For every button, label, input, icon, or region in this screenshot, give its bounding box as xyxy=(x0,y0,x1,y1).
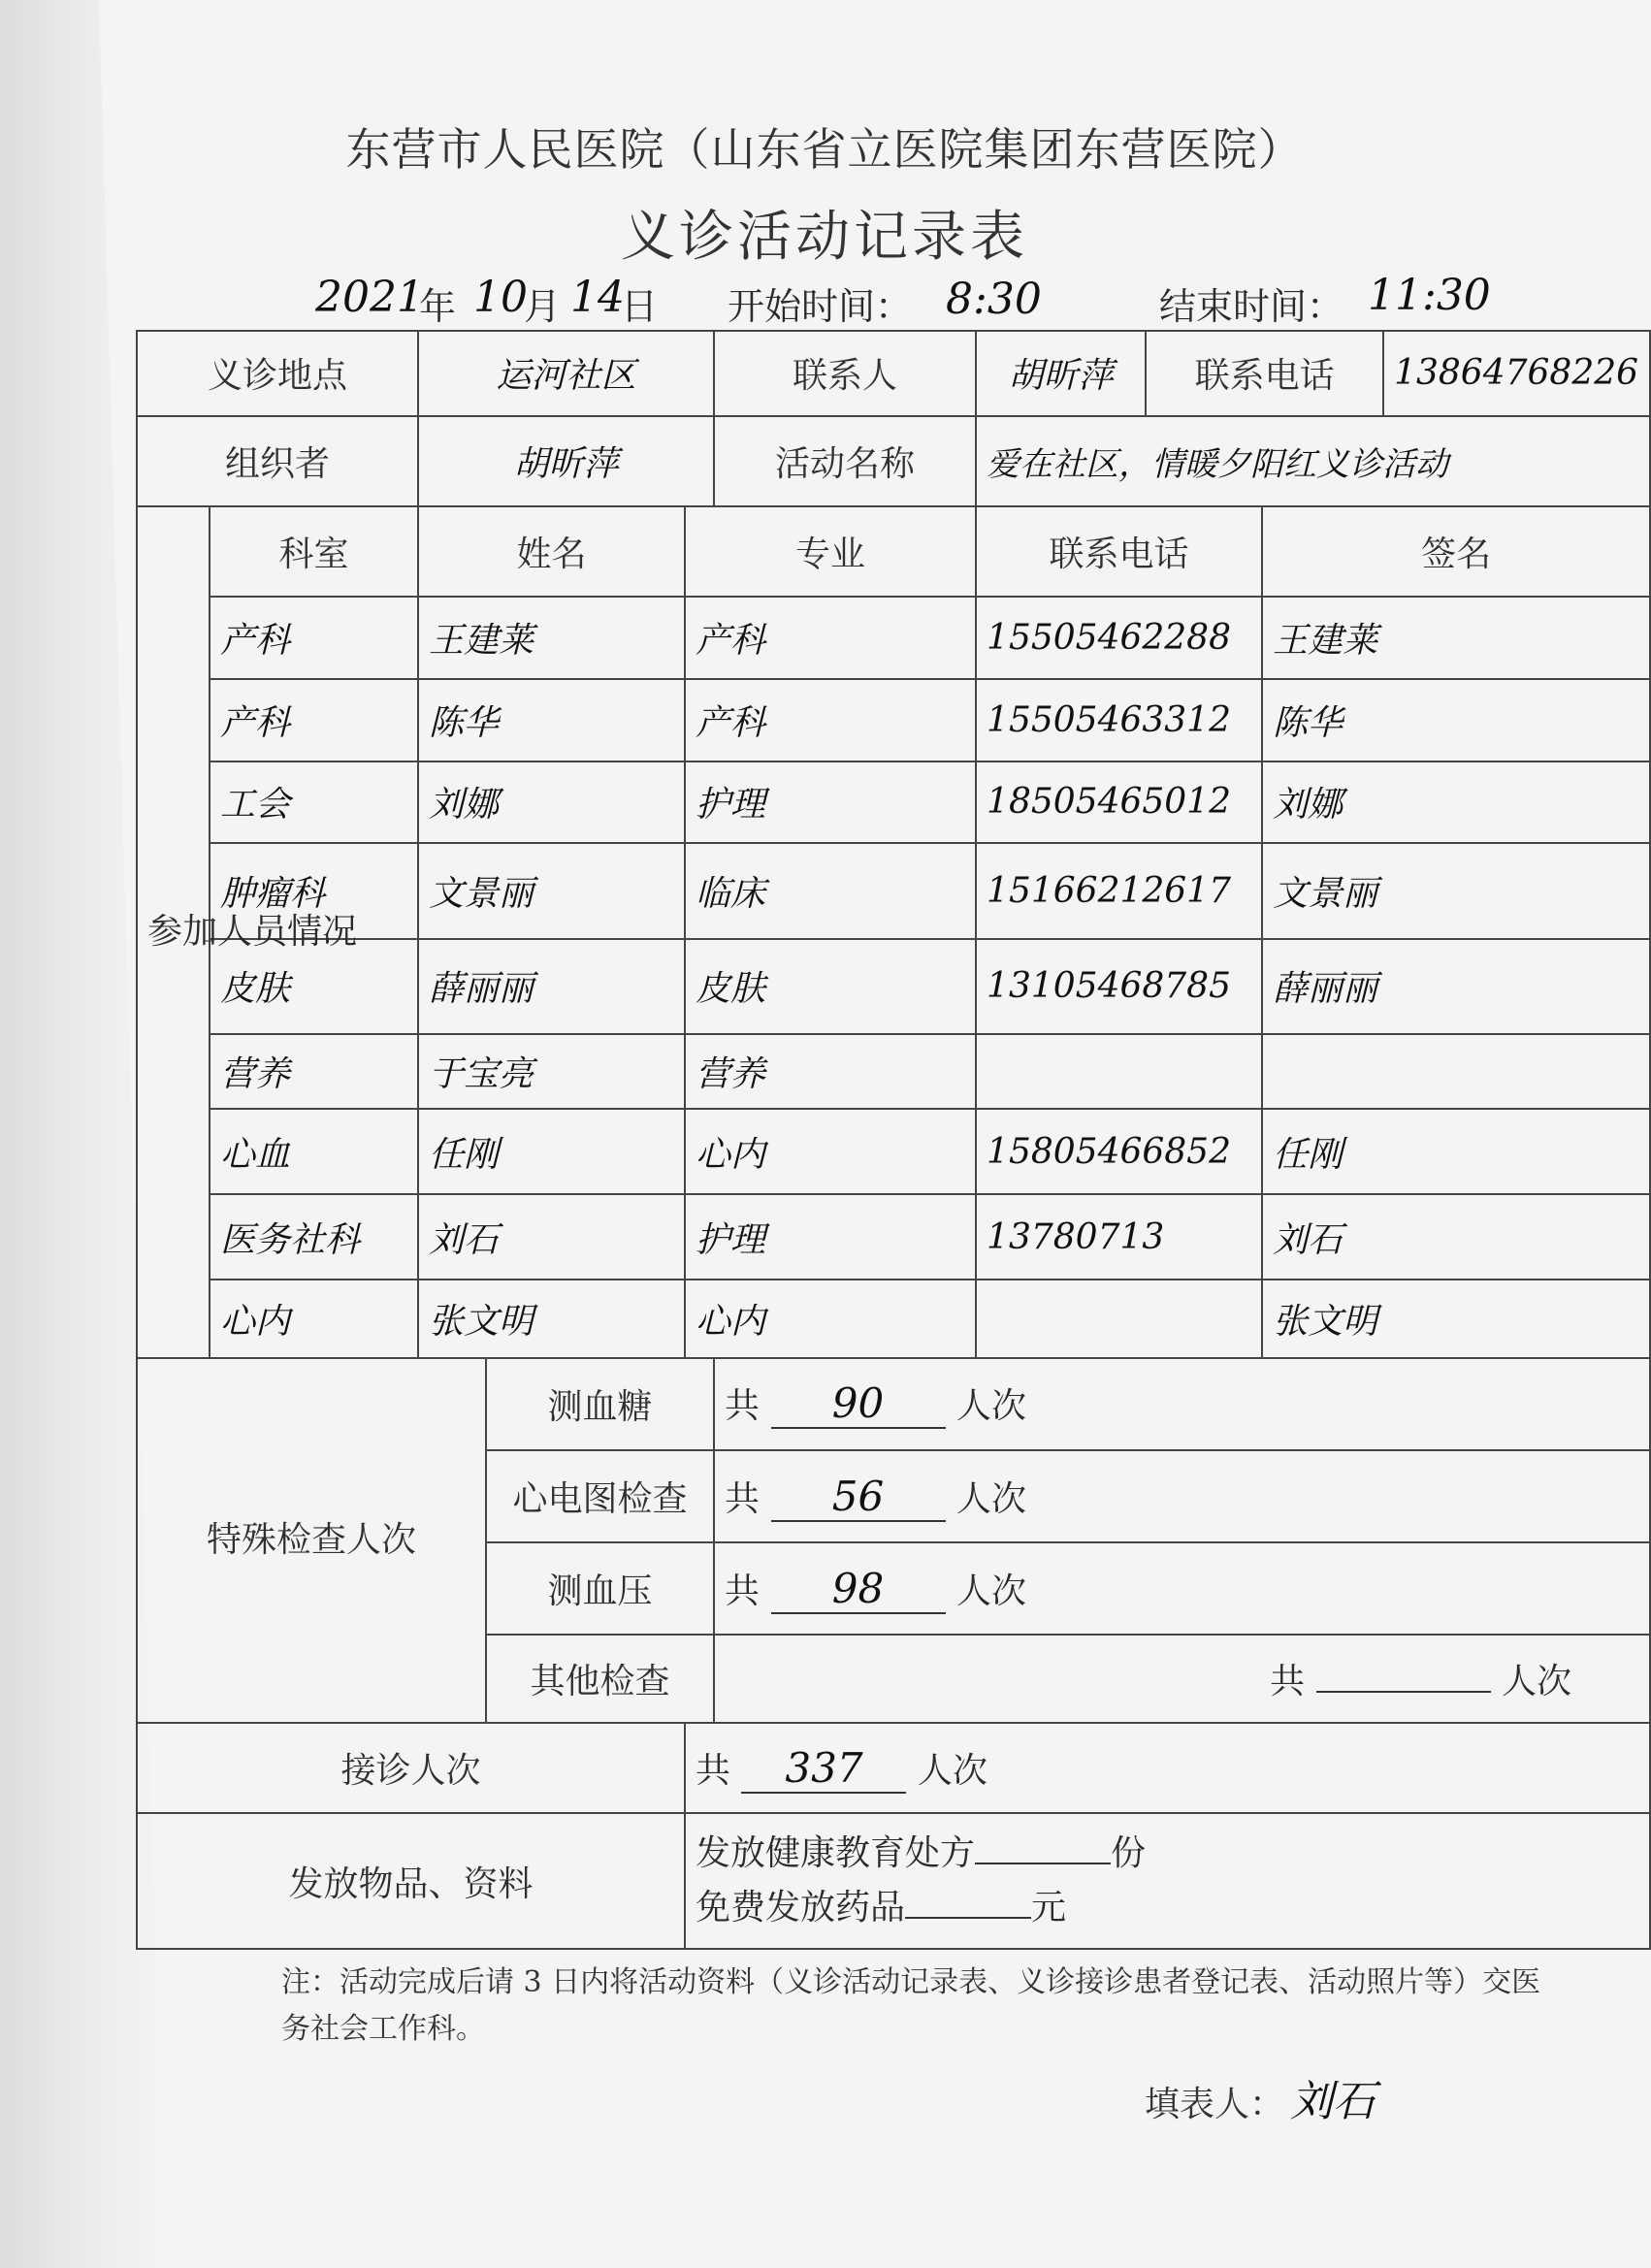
participant-name: 于宝亮 xyxy=(418,1034,685,1110)
participant-phone: 13780713 xyxy=(976,1194,1262,1280)
exam-unit: 人次 xyxy=(955,1571,1026,1611)
exam-unit: 人次 xyxy=(1502,1662,1572,1702)
participant-name: 任刚 xyxy=(418,1109,685,1194)
participant-signature: 张文明 xyxy=(1262,1280,1650,1358)
filler-signature: 刘石 xyxy=(1290,2077,1376,2126)
exam-unit: 人次 xyxy=(955,1478,1026,1519)
prescriptions-label: 发放健康教育处方 xyxy=(696,1833,976,1874)
participant-signature: 刘石 xyxy=(1262,1194,1650,1280)
visits-count: 337 xyxy=(741,1744,906,1794)
participant-specialty: 产科 xyxy=(685,679,976,761)
hospital-name: 东营市人民医院（山东省立医院集团东营医院） xyxy=(345,123,1304,176)
participant-specialty: 护理 xyxy=(685,761,976,844)
location-value: 运河社区 xyxy=(418,331,714,416)
participant-phone: 15505463312 xyxy=(976,679,1262,761)
exam-count-bp-cell xyxy=(714,1542,1650,1635)
col-header-phone: 联系电话 xyxy=(976,506,1262,597)
participant-dept: 产科 xyxy=(210,679,418,761)
participant-row xyxy=(137,939,1650,1034)
visits-label: 接诊人次 xyxy=(137,1723,685,1813)
participant-name: 薛丽丽 xyxy=(418,939,685,1034)
info-row-2 xyxy=(137,416,1650,506)
start-time-value: 8:30 xyxy=(946,275,1042,324)
participant-phone: 13105468785 xyxy=(976,939,1262,1034)
participant-dept: 皮肤 xyxy=(210,939,418,1034)
participant-specialty: 皮肤 xyxy=(685,939,976,1034)
participant-specialty: 临床 xyxy=(685,843,976,938)
participant-row xyxy=(137,761,1650,844)
participant-signature: 刘娜 xyxy=(1262,761,1650,844)
participant-specialty: 心内 xyxy=(685,1280,976,1358)
end-time-value: 11:30 xyxy=(1368,271,1491,320)
col-header-specialty: 专业 xyxy=(685,506,976,597)
participant-dept: 工会 xyxy=(210,761,418,844)
exam-count-other-cell xyxy=(714,1635,1650,1723)
month-label: 月 xyxy=(524,285,562,328)
exam-count-glucose-cell xyxy=(714,1358,1650,1450)
visits-gong: 共 xyxy=(696,1750,731,1791)
participant-dept: 心内 xyxy=(210,1280,418,1358)
participant-phone: 18505465012 xyxy=(976,761,1262,844)
contact-value: 胡昕萍 xyxy=(976,331,1146,416)
participant-specialty: 心内 xyxy=(685,1109,976,1194)
form-title: 义诊活动记录表 xyxy=(621,206,1028,269)
participant-signature: 任刚 xyxy=(1262,1109,1650,1194)
participant-row xyxy=(137,1280,1650,1358)
participant-row xyxy=(137,1034,1650,1110)
participant-specialty: 营养 xyxy=(685,1034,976,1110)
participant-name: 刘石 xyxy=(418,1194,685,1280)
medicine-line xyxy=(696,1881,1639,1935)
exam-unit: 人次 xyxy=(955,1386,1026,1427)
participant-specialty: 护理 xyxy=(685,1194,976,1280)
special-exams-label: 特殊检查人次 xyxy=(137,1358,486,1723)
participant-name: 文景丽 xyxy=(418,843,685,938)
exam-label-ecg: 心电图检查 xyxy=(486,1450,714,1542)
end-time-label: 结束时间： xyxy=(1159,285,1344,328)
exam-gong: 共 xyxy=(725,1386,761,1427)
participant-dept: 产科 xyxy=(210,597,418,679)
activity-name-value: 爱在社区，情暖夕阳红义诊活动 xyxy=(976,416,1650,506)
year-value: 2021 xyxy=(315,273,424,322)
contact-label: 联系人 xyxy=(714,331,976,416)
prescriptions-value xyxy=(975,1863,1111,1864)
exam-count-ecg-cell xyxy=(714,1450,1650,1542)
filler-label: 填表人： xyxy=(1145,2085,1285,2124)
exam-label-bp: 测血压 xyxy=(486,1542,714,1635)
footer-note: 注：活动完成后请 3 日内将活动资料（义诊活动记录表、义诊接诊患者登记表、活动照片等）交医务社会工作科。 xyxy=(281,1965,1541,2046)
participants-section-label: 参加人员情况 xyxy=(137,506,210,1358)
materials-label: 发放物品、资料 xyxy=(137,1813,685,1949)
exam-count-other xyxy=(1316,1691,1491,1693)
participant-signature: 陈华 xyxy=(1262,679,1650,761)
visits-count-cell xyxy=(685,1723,1650,1813)
participant-signature: 文景丽 xyxy=(1262,843,1650,938)
col-header-dept: 科室 xyxy=(210,506,418,597)
phone-value: 13864768226 xyxy=(1383,331,1650,416)
participant-name: 陈华 xyxy=(418,679,685,761)
prescriptions-unit: 份 xyxy=(1111,1833,1147,1874)
medicine-value xyxy=(905,1917,1031,1919)
participant-row xyxy=(137,843,1650,938)
visits-unit: 人次 xyxy=(917,1750,987,1791)
col-header-signature: 签名 xyxy=(1262,506,1650,597)
visits-row xyxy=(137,1723,1650,1813)
exam-count-glucose: 90 xyxy=(771,1379,946,1429)
organizer-label: 组织者 xyxy=(137,416,418,506)
organizer-value: 胡昕萍 xyxy=(418,416,714,506)
participant-signature xyxy=(1262,1034,1650,1110)
participant-dept: 心血 xyxy=(210,1109,418,1194)
day-value: 14 xyxy=(570,273,625,322)
date-time-line xyxy=(0,271,1649,335)
participant-row xyxy=(137,679,1650,761)
info-row-1 xyxy=(137,331,1650,416)
materials-detail-cell xyxy=(685,1813,1650,1949)
exam-gong: 共 xyxy=(725,1571,761,1611)
exam-gong: 共 xyxy=(1270,1662,1306,1702)
exam-label-other: 其他检查 xyxy=(486,1635,714,1723)
participant-phone xyxy=(976,1280,1262,1358)
activity-record-table xyxy=(136,330,1651,1950)
participant-signature: 薛丽丽 xyxy=(1262,939,1650,1034)
participant-row xyxy=(137,1194,1650,1280)
year-label: 年 xyxy=(419,285,457,328)
location-label: 义诊地点 xyxy=(137,331,418,416)
phone-label: 联系电话 xyxy=(1146,331,1383,416)
participant-phone: 15505462288 xyxy=(976,597,1262,679)
exam-count-bp: 98 xyxy=(771,1565,946,1614)
day-label: 日 xyxy=(621,285,659,328)
exam-gong: 共 xyxy=(725,1478,761,1519)
participant-row xyxy=(137,1109,1650,1194)
participant-specialty: 产科 xyxy=(685,597,976,679)
participant-signature: 王建莱 xyxy=(1262,597,1650,679)
col-header-name: 姓名 xyxy=(418,506,685,597)
participant-row xyxy=(137,597,1650,679)
activity-name-label: 活动名称 xyxy=(714,416,976,506)
exam-row-glucose xyxy=(137,1358,1650,1450)
medicine-label: 免费发放药品 xyxy=(696,1888,906,1928)
filler-line xyxy=(1145,2066,1376,2128)
participant-name: 张文明 xyxy=(418,1280,685,1358)
exam-count-ecg: 56 xyxy=(771,1473,946,1522)
participants-header-row xyxy=(137,506,1650,597)
participant-name: 王建莱 xyxy=(418,597,685,679)
materials-row xyxy=(137,1813,1650,1949)
month-value: 10 xyxy=(473,273,528,322)
participant-phone: 15166212617 xyxy=(976,843,1262,938)
participant-name: 刘娜 xyxy=(418,761,685,844)
exam-label-glucose: 测血糖 xyxy=(486,1358,714,1450)
participant-dept: 医务社科 xyxy=(210,1194,418,1280)
participant-phone xyxy=(976,1034,1262,1110)
participant-dept: 肿瘤科 xyxy=(210,843,418,938)
participant-dept: 营养 xyxy=(210,1034,418,1110)
medicine-unit: 元 xyxy=(1031,1888,1067,1928)
participant-phone: 15805466852 xyxy=(976,1109,1262,1194)
prescriptions-line xyxy=(696,1827,1639,1881)
start-time-label: 开始时间： xyxy=(728,285,913,328)
